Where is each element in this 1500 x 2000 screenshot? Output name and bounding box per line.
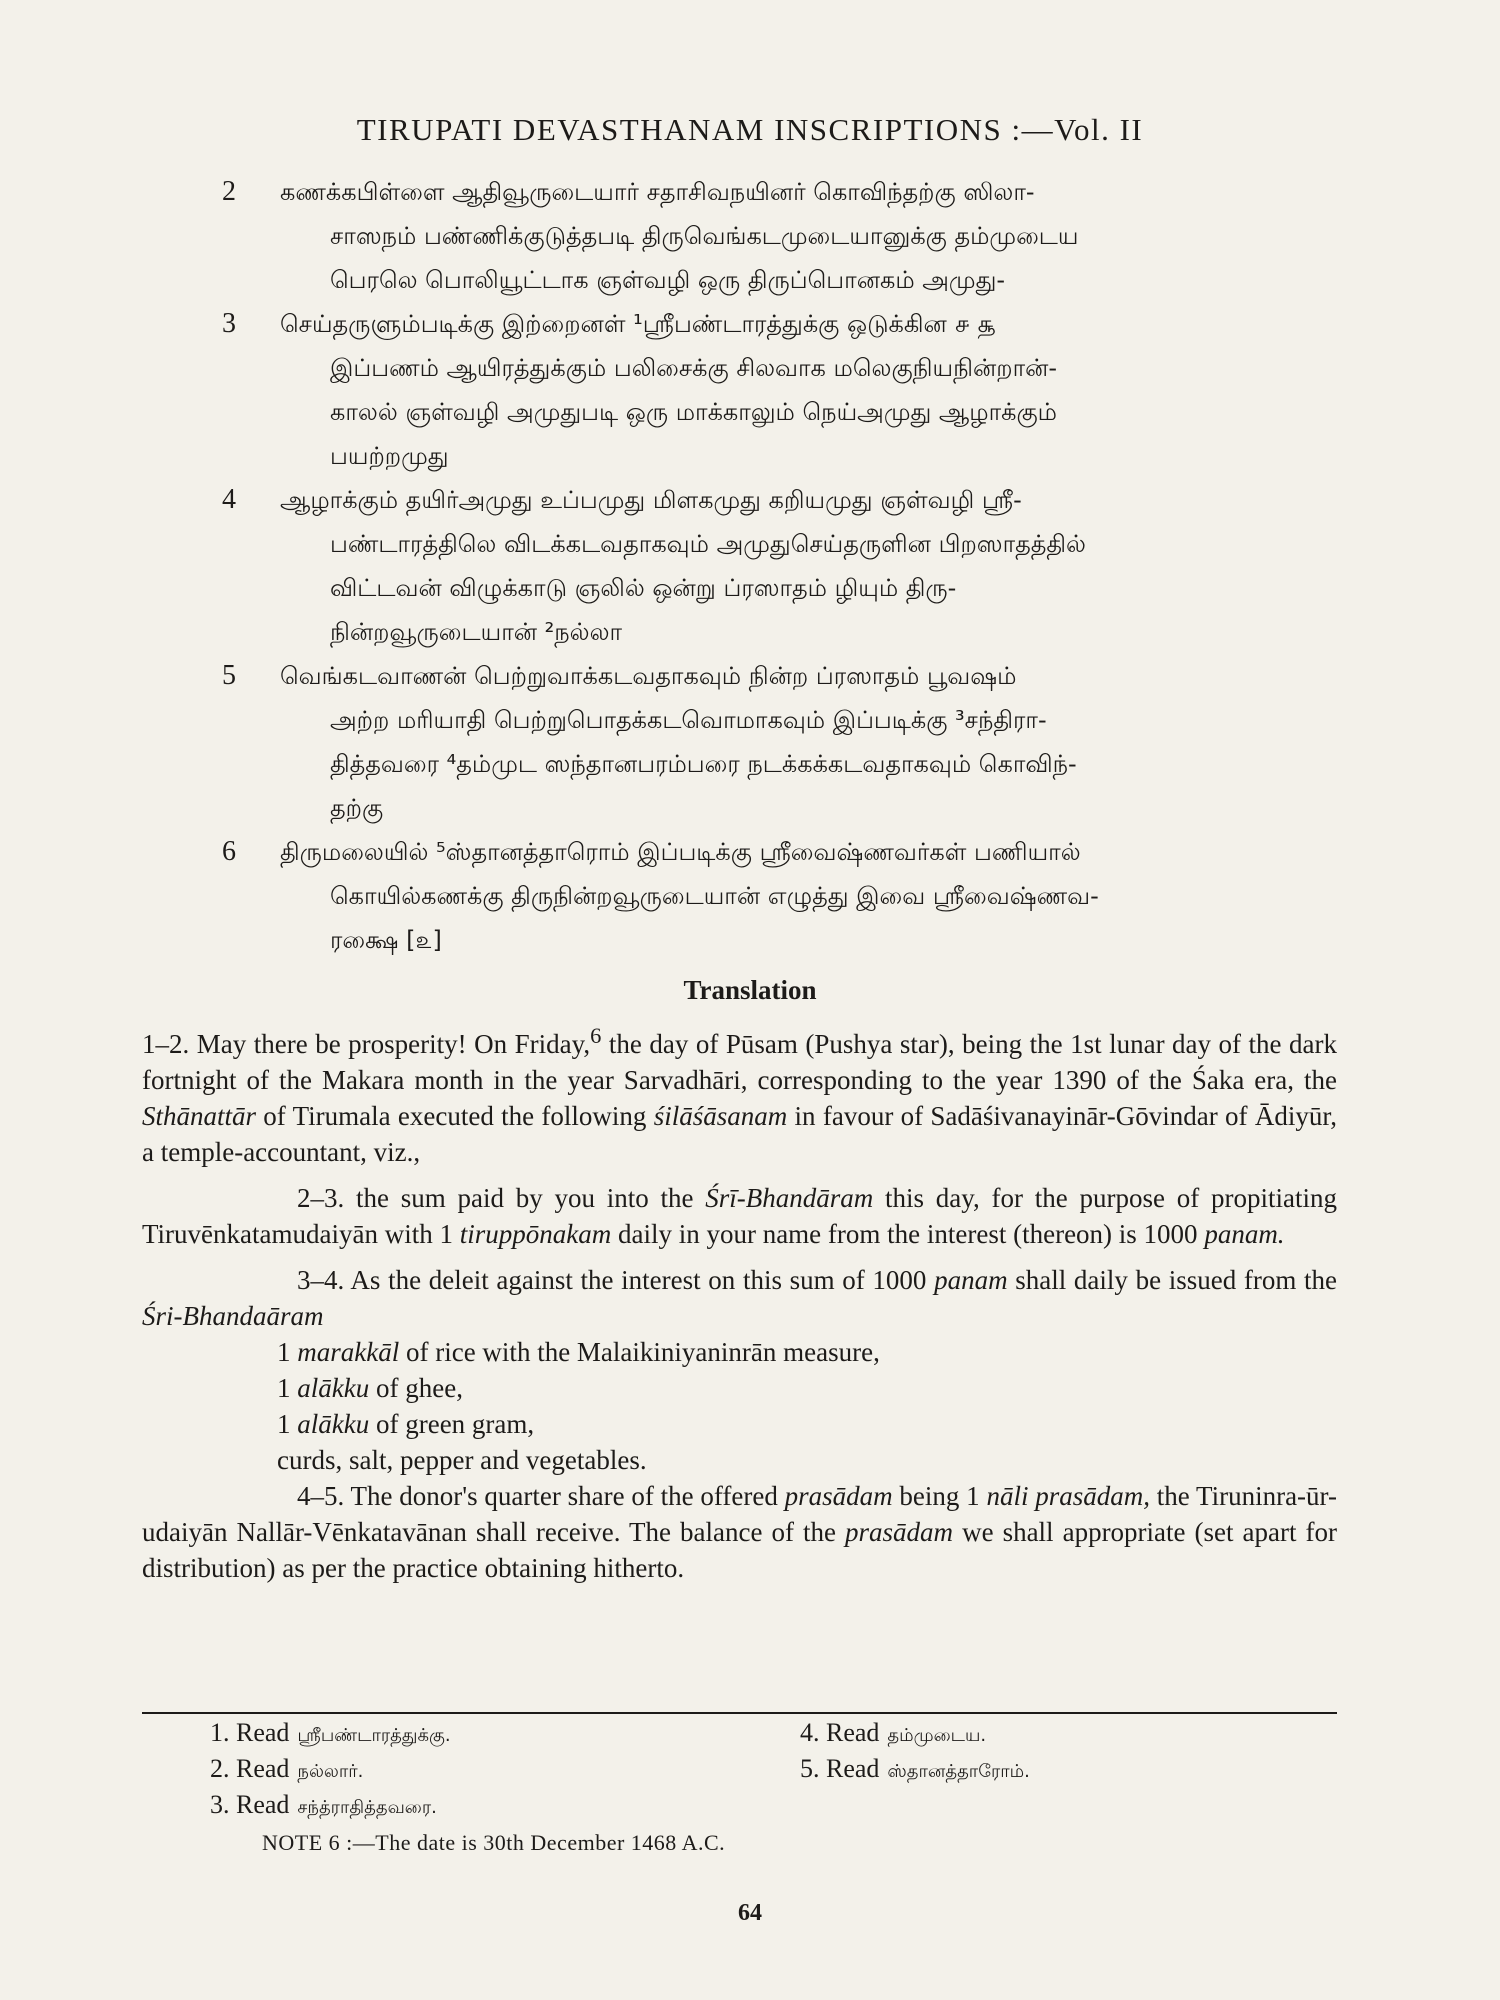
paragraph-4-5: 4–5. The donor's quarter share of the offered prasādam being 1 nāli prasādam, the Tiruninra-ūr-udaiyān Nallār-Vēnkatavānan shall receive. The balance of the prasādam we shall appropriate (set apart for distribution) as per the practice obtaining hitherto.	[142, 1481, 1338, 1583]
list-item-ghee: 1 alākku of ghee,	[277, 1373, 463, 1403]
tamil-line-text: காலல் ஞள்வழி அமுதுபடி ஒரு மாக்காலும் நெய்அமுது ஆழாக்கும்	[330, 398, 1057, 426]
list-item-rice: 1 marakkāl of rice with the Malaikiniyaninrān measure,	[277, 1337, 880, 1367]
translation-body	[142, 1018, 1337, 1596]
tamil-line	[200, 698, 1350, 742]
footnote-5: 5. Read ஸ்தானத்தாரோம்.	[800, 1754, 1030, 1783]
tamil-line-text: பண்டாரத்திலெ விடக்கடவதாகவும் அமுதுசெய்தருளின பிறஸாதத்தில்	[330, 530, 1086, 558]
tamil-line	[200, 522, 1350, 566]
tamil-line-text: தித்தவரை ⁴தம்முட ஸந்தானபரம்பரை நடக்கக்கடவதாகவும் கொவிந்-	[330, 750, 1077, 778]
tamil-line-text: சாஸநம் பண்ணிக்குடுத்தபடி திருவெங்கடமுடையானுக்கு தம்முடைய	[330, 222, 1079, 250]
tamil-line	[200, 258, 1350, 302]
tamil-line-text: பயற்றமுது	[330, 442, 449, 470]
tamil-line	[200, 566, 1350, 610]
footnote-2: 2. Read நல்லார்.	[210, 1754, 364, 1783]
tamil-line	[200, 390, 1350, 434]
tamil-line	[200, 214, 1350, 258]
list-item-green-gram: 1 alākku of green gram,	[277, 1409, 535, 1439]
footnote-3: 3. Read சந்த்ராதித்தவரை.	[210, 1790, 437, 1819]
tamil-line-text: வெங்கடவாணன் பெற்றுவாக்கடவதாகவும் நின்ற ப்ரஸாதம் பூவஷம்	[280, 662, 1017, 690]
tamil-line	[200, 874, 1350, 918]
note-6: NOTE 6 :—The date is 30th December 1468 A.C.	[262, 1830, 726, 1855]
tamil-line	[200, 918, 1350, 962]
tamil-line	[200, 478, 1350, 522]
tamil-line	[200, 346, 1350, 390]
line-number: 2	[222, 176, 236, 207]
tamil-line	[200, 830, 1350, 874]
tamil-line	[200, 610, 1350, 654]
tamil-line	[200, 302, 1350, 346]
line-number: 3	[222, 308, 236, 339]
paragraph-3-4: 3–4. As the deleit against the interest on this sum of 1000 panam shall daily be issued from the Śri-Bhandaāram	[142, 1265, 1338, 1331]
tamil-line-text: செய்தருளும்படிக்கு இற்றைனள் ¹ஸ்ரீபண்டாரத்துக்கு ஒடுக்கின ௪ ௲	[280, 310, 996, 338]
tamil-line	[200, 654, 1350, 698]
line-number: 5	[222, 660, 236, 691]
line-number: 4	[222, 484, 236, 515]
list-item-curds: curds, salt, pepper and vegetables.	[277, 1445, 647, 1475]
tamil-line-text: விட்டவன் விழுக்காடு ஞலில் ஒன்று ப்ரஸாதம் ழியும் திரு-	[330, 574, 957, 602]
tamil-line	[200, 434, 1350, 478]
tamil-line	[200, 170, 1350, 214]
tamil-line-text: திருமலையில் ⁵ஸ்தானத்தாரொம் இப்படிக்கு ஸ்ரீவைஷ்ணவர்கள் பணியால்	[280, 838, 1081, 866]
footnotes	[210, 1718, 1310, 1826]
footnote-divider	[142, 1712, 1337, 1714]
tamil-line-text: இப்பணம் ஆயிரத்துக்கும் பலிசைக்கு சிலவாக மலெகுநியநின்றான்-	[330, 354, 1058, 382]
page-number: 64	[738, 1900, 762, 1926]
tamil-line-text: நின்றவூருடையான் ²நல்லா	[330, 618, 623, 646]
tamil-line-text: கணக்கபிள்ளை ஆதிவூருடையார் சதாசிவநயினர் கொவிந்தற்கு ஸிலா-	[280, 178, 1035, 206]
tamil-line-text: ரக்ஷை [௨]	[330, 926, 442, 954]
tamil-line-text: கொயில்கணக்கு திருநின்றவூருடையான் எழுத்து இவை ஸ்ரீவைஷ்ணவ-	[330, 882, 1099, 910]
tamil-line-text: ஆழாக்கும் தயிர்அமுது உப்பமுது மிளகமுது கறியமுது ஞள்வழி ஸ்ரீ-	[280, 486, 1022, 514]
line-number: 6	[222, 836, 236, 867]
translation-heading: Translation	[683, 975, 817, 1005]
paragraph-1-2: 1–2. May there be prosperity! On Friday,$^6$ the day of Pūsam (Pushya star), being the 1st lunar day of the dark fortnight of the Makara month in the year Sarvadhāri, corresponding to the year 1390 of the Śaka era, the Sthānattār of Tirumala executed the following śilāśāsanam in favour of Sadāśivanayinār-Gōvindar of Ādiyūr, a temple-accountant, viz.,	[142, 1023, 1337, 1167]
running-header: TIRUPATI DEVASTHANAM INSCRIPTIONS :—Vol. II	[356, 112, 1144, 147]
footnote-1: 1. Read ஸ்ரீபண்டாரத்துக்கு.	[210, 1718, 451, 1747]
tamil-line	[200, 742, 1350, 786]
tamil-line-text: அற்ற மரியாதி பெற்றுபொதக்கடவொமாகவும் இப்படிக்கு ³சந்திரா-	[330, 706, 1047, 734]
tamil-line	[200, 786, 1350, 830]
tamil-inscription-text	[200, 170, 1350, 962]
tamil-line-text: தற்கு	[330, 794, 384, 822]
footnote-4: 4. Read தம்முடைய.	[800, 1718, 987, 1747]
paragraph-2-3: 2–3. the sum paid by you into the Śrī-Bhandāram this day, for the purpose of propitiating Tiruvēnkatamudaiyān with 1 tiruppōnakam daily in your name from the interest (thereon) is 1000 panam.	[142, 1183, 1337, 1249]
tamil-line-text: பெரலெ பொலியூட்டாக ஞள்வழி ஒரு திருப்பொனகம் அமுது-	[330, 266, 1006, 294]
